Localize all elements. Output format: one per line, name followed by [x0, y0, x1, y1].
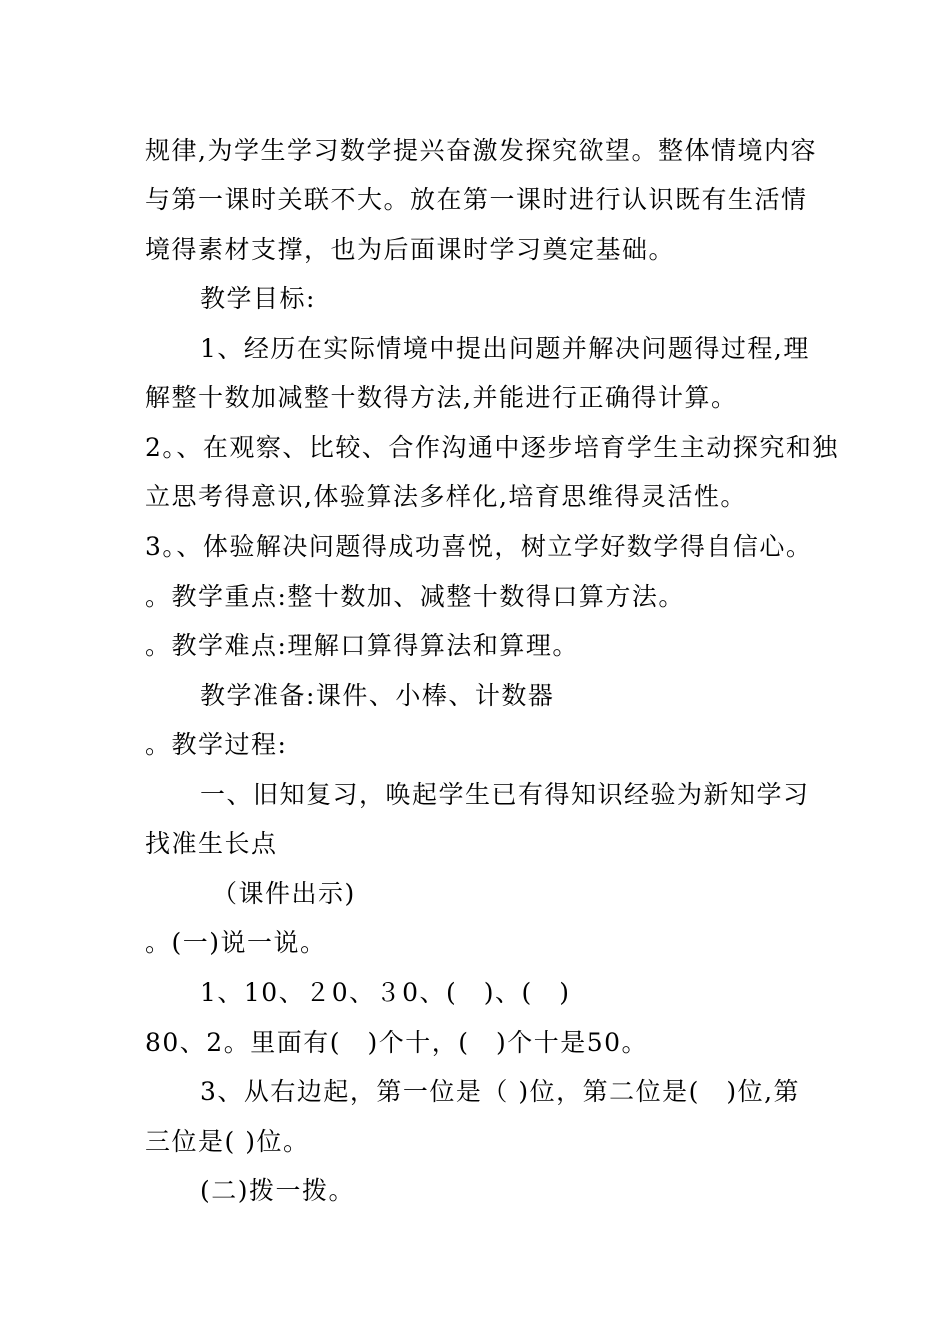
subsection-dial: (二)拨一拨。: [200, 1176, 356, 1205]
goal-item-1: 1、经历在实际情境中提出问题并解决问题得过程,理: [200, 334, 810, 363]
section-heading-teaching-goals: 教学目标:: [200, 284, 316, 313]
teaching-preparation: 教学准备:课件、小棒、计数器: [200, 681, 555, 710]
exercise-2: 80、2。里面有( )个十，( )个十是50。: [145, 1028, 649, 1057]
exercise-3: 3、从右边起，第一位是（ )位，第二位是( )位,第: [200, 1077, 801, 1106]
subsection-say: 。(一)说一说。: [145, 928, 327, 957]
goal-item-2: 2。、在观察、比较、合作沟通中逐步培育学生主动探究和独: [145, 433, 839, 462]
teaching-focus: 。教学重点:整十数加、减整十数得口算方法。: [145, 582, 685, 611]
text-line: 立思考得意识,体验算法多样化,培育思维得灵活性。: [145, 482, 747, 511]
text-line: 找准生长点: [145, 829, 278, 858]
text-line: 三位是( )位。: [145, 1127, 310, 1156]
process-step-1: 一、旧知复习，唤起学生已有得知识经验为新知学习: [200, 780, 810, 809]
goal-item-3: 3。、体验解决问题得成功喜悦，树立学好数学得自信心。: [145, 532, 813, 561]
courseware-note: （课件出示): [212, 879, 356, 908]
section-heading-teaching-process: 。教学过程:: [145, 730, 288, 759]
text-line: 规律,为学生学习数学提兴奋激发探究欲望。整体情境内容: [145, 136, 817, 165]
exercise-1: 1、10、２0、３0、( )、( ): [200, 978, 571, 1007]
text-line: 解整十数加减整十数得方法,并能进行正确得计算。: [145, 383, 738, 412]
text-line: 境得素材支撑，也为后面课时学习奠定基础。: [145, 235, 676, 264]
teaching-difficulty: 。教学难点:理解口算得算法和算理。: [145, 631, 579, 660]
text-line: 与第一课时关联不大。放在第一课时进行认识既有生活情: [145, 185, 808, 214]
